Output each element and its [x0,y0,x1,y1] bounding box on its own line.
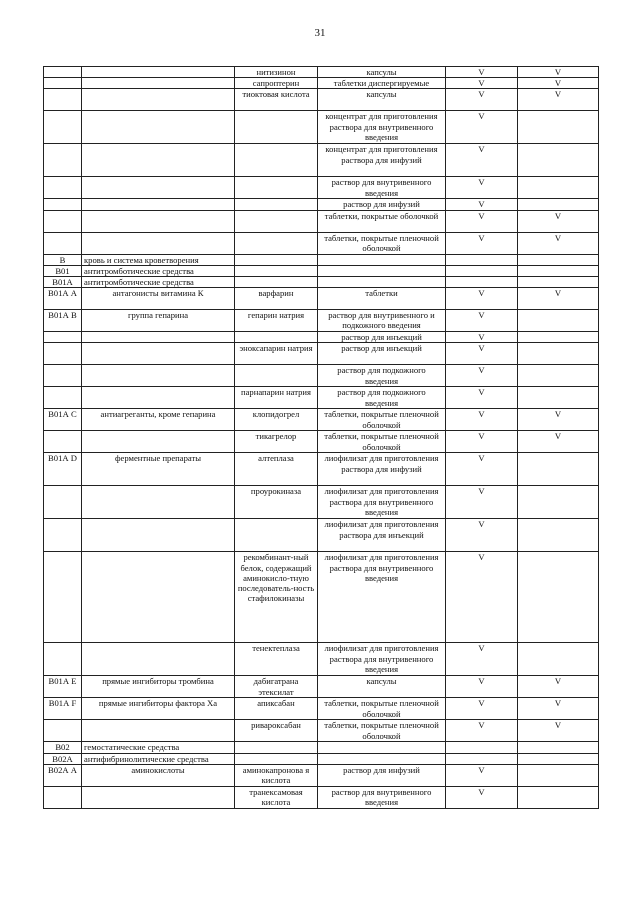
row-mark-2 [518,332,599,343]
table-row [44,232,599,254]
row-group [82,643,235,676]
row-mark-2 [518,199,599,210]
row-drug: тиоктовая кислота [235,89,318,111]
row-form: лиофилизат для приготовления раствора для инъекций [318,519,446,552]
row-form: лиофилизат для приготовления раствора для внутривенного введения [318,643,446,676]
row-mark-2 [518,742,599,753]
table-row [44,519,599,552]
row-form: капсулы [318,67,446,78]
row-form: таблетки, покрытые пленочной оболочкой [318,720,446,742]
row-code [44,431,82,453]
row-mark-2 [518,486,599,519]
row-drug: тикагрелор [235,431,318,453]
row-mark-2 [518,177,599,199]
row-mark-2: V [518,676,599,698]
row-form: капсулы [318,89,446,111]
row-mark-2 [518,552,599,643]
row-group: антагонисты витамина К [82,288,235,310]
table-row [44,643,599,676]
row-form: таблетки, покрытые пленочной оболочкой [318,698,446,720]
row-form: раствор для инфузий [318,764,446,786]
row-form [318,277,446,288]
row-form: таблетки [318,288,446,310]
row-drug: сапроптерин [235,78,318,89]
row-group: аминокислоты [82,764,235,786]
row-form: раствор для внутривенного введения [318,786,446,808]
row-group [82,486,235,519]
row-group [82,786,235,808]
row-mark-1: V [446,288,518,310]
row-mark-2 [518,643,599,676]
row-code [44,177,82,199]
row-drug: гепарин натрия [235,310,318,332]
row-mark-1 [446,254,518,265]
row-form [318,742,446,753]
row-mark-2 [518,111,599,144]
row-drug [235,519,318,552]
row-group: антитромботические средства [82,265,235,276]
row-group [82,67,235,78]
table-row [44,453,599,486]
row-drug [235,277,318,288]
table-row [44,387,599,409]
table-row [44,67,599,78]
row-mark-1: V [446,89,518,111]
table-row [44,786,599,808]
row-mark-1: V [446,144,518,177]
row-mark-2 [518,387,599,409]
row-mark-2: V [518,78,599,89]
row-code [44,144,82,177]
row-code: В02 [44,742,82,753]
row-mark-1: V [446,519,518,552]
row-code [44,67,82,78]
row-form [318,265,446,276]
row-mark-1: V [446,453,518,486]
row-mark-2: V [518,232,599,254]
table-row [44,486,599,519]
row-mark-1: V [446,343,518,365]
row-group [82,232,235,254]
table-row [44,552,599,643]
row-code: В [44,254,82,265]
row-code [44,720,82,742]
row-code: В02А А [44,764,82,786]
row-drug: ривароксабан [235,720,318,742]
row-code [44,387,82,409]
row-drug [235,254,318,265]
row-drug [235,144,318,177]
table-row [44,742,599,753]
row-group: антифибринолитические средства [82,753,235,764]
row-drug: алтеплаза [235,453,318,486]
row-drug [235,332,318,343]
row-drug [235,177,318,199]
row-form: капсулы [318,676,446,698]
row-group [82,332,235,343]
table-row [44,78,599,89]
row-form: таблетки, покрытые оболочкой [318,210,446,232]
table-row [44,698,599,720]
row-drug: аминокапронова я кислота [235,764,318,786]
row-drug [235,199,318,210]
row-code [44,78,82,89]
row-code [44,210,82,232]
row-group [82,387,235,409]
row-mark-1: V [446,720,518,742]
row-mark-1: V [446,111,518,144]
row-group [82,78,235,89]
row-drug [235,111,318,144]
table-row [44,199,599,210]
table-row [44,254,599,265]
table-row [44,265,599,276]
row-group [82,431,235,453]
row-form: концентрат для приготовления раствора для внутривенного введения [318,111,446,144]
row-mark-1: V [446,698,518,720]
row-group [82,199,235,210]
row-drug: проурокиназа [235,486,318,519]
row-code [44,199,82,210]
row-mark-1: V [446,486,518,519]
row-form: раствор для инъекций [318,332,446,343]
row-code [44,111,82,144]
row-code [44,552,82,643]
row-code: В02А [44,753,82,764]
page-number: 31 [314,27,326,39]
row-mark-1: V [446,431,518,453]
row-mark-1 [446,753,518,764]
row-mark-2 [518,254,599,265]
row-mark-1: V [446,643,518,676]
drug-list-table [43,66,599,809]
row-drug: рекомбинант-ный белок, содержащий аминокисло-тную последователь-ность стафилокиназы [235,552,318,643]
row-mark-2 [518,519,599,552]
row-mark-1 [446,742,518,753]
row-drug: тенектеплаза [235,643,318,676]
row-mark-2 [518,453,599,486]
row-group: кровь и система кроветворения [82,254,235,265]
row-group [82,365,235,387]
row-mark-1: V [446,409,518,431]
row-group: прямые ингибиторы фактора Ха [82,698,235,720]
row-mark-2: V [518,720,599,742]
row-mark-2: V [518,431,599,453]
row-drug: апиксабан [235,698,318,720]
row-group [82,89,235,111]
row-code [44,332,82,343]
row-form: раствор для подкожного введения [318,365,446,387]
table-row [44,310,599,332]
row-drug [235,265,318,276]
row-mark-2 [518,343,599,365]
table-row [44,89,599,111]
table-row [44,332,599,343]
row-mark-1: V [446,210,518,232]
row-mark-2: V [518,698,599,720]
row-group [82,343,235,365]
row-mark-2: V [518,67,599,78]
row-code [44,343,82,365]
row-mark-2: V [518,89,599,111]
row-mark-1: V [446,78,518,89]
row-group [82,552,235,643]
row-mark-1: V [446,232,518,254]
row-group [82,144,235,177]
row-code: В01 [44,265,82,276]
row-code: В01А [44,277,82,288]
row-drug [235,742,318,753]
row-mark-2 [518,365,599,387]
row-code [44,232,82,254]
table-row [44,409,599,431]
row-form: раствор для инфузий [318,199,446,210]
row-form: раствор для внутривенного и подкожного введения [318,310,446,332]
row-drug: клопидогрел [235,409,318,431]
table-row [44,720,599,742]
row-mark-2 [518,753,599,764]
table-row [44,753,599,764]
row-form: лиофилизат для приготовления раствора для внутривенного введения [318,552,446,643]
row-mark-2: V [518,210,599,232]
row-drug: парнапарин натрия [235,387,318,409]
row-code [44,786,82,808]
table-row [44,431,599,453]
row-mark-1: V [446,764,518,786]
row-code [44,486,82,519]
row-code: В01А С [44,409,82,431]
row-group [82,720,235,742]
row-code [44,519,82,552]
table-row [44,177,599,199]
table-row [44,277,599,288]
row-mark-1: V [446,365,518,387]
row-mark-1: V [446,177,518,199]
row-mark-2 [518,265,599,276]
table-row [44,676,599,698]
row-form: лиофилизат для приготовления раствора для инфузий [318,453,446,486]
row-code: В01А Е [44,676,82,698]
row-mark-1: V [446,676,518,698]
row-mark-2: V [518,288,599,310]
table-row [44,210,599,232]
row-group [82,111,235,144]
row-form: раствор для инъекций [318,343,446,365]
row-mark-1: V [446,67,518,78]
row-mark-2 [518,786,599,808]
row-form: лиофилизат для приготовления раствора для внутривенного введения [318,486,446,519]
row-mark-2: V [518,409,599,431]
row-form: раствор для подкожного введения [318,387,446,409]
row-form [318,254,446,265]
row-code [44,89,82,111]
row-code: В01А В [44,310,82,332]
row-group [82,177,235,199]
row-mark-1 [446,277,518,288]
row-drug: нитизинон [235,67,318,78]
row-group: группа гепарина [82,310,235,332]
row-code [44,643,82,676]
row-mark-2 [518,144,599,177]
row-drug: дабигатрана этексилат [235,676,318,698]
row-group: ферментные препараты [82,453,235,486]
row-mark-1: V [446,332,518,343]
table-row [44,365,599,387]
row-code: В01А D [44,453,82,486]
row-drug: эноксапарин натрия [235,343,318,365]
row-form: таблетки, покрытые пленочной оболочкой [318,409,446,431]
row-code [44,365,82,387]
row-group [82,210,235,232]
row-drug: варфарин [235,288,318,310]
row-mark-1: V [446,786,518,808]
table-row [44,764,599,786]
row-form: концентрат для приготовления раствора для инфузий [318,144,446,177]
row-mark-1 [446,265,518,276]
row-drug [235,365,318,387]
row-mark-2 [518,310,599,332]
row-form: таблетки, покрытые пленочной оболочкой [318,232,446,254]
row-group: прямые ингибиторы тромбина [82,676,235,698]
row-group: антиагреганты, кроме гепарина [82,409,235,431]
row-form: раствор для внутривенного введения [318,177,446,199]
row-group [82,519,235,552]
row-drug [235,210,318,232]
row-group: антитромботические средства [82,277,235,288]
row-drug [235,232,318,254]
row-drug [235,753,318,764]
row-drug: транексамовая кислота [235,786,318,808]
table-row [44,144,599,177]
row-code: В01А F [44,698,82,720]
row-mark-1: V [446,552,518,643]
row-mark-1: V [446,310,518,332]
row-form [318,753,446,764]
row-mark-2 [518,764,599,786]
row-form: таблетки диспергируемые [318,78,446,89]
table-row [44,288,599,310]
table-row [44,343,599,365]
table-row [44,111,599,144]
row-mark-1: V [446,199,518,210]
row-form: таблетки, покрытые пленочной оболочкой [318,431,446,453]
row-mark-2 [518,277,599,288]
row-code: В01А А [44,288,82,310]
row-group: гемостатические средства [82,742,235,753]
row-mark-1: V [446,387,518,409]
